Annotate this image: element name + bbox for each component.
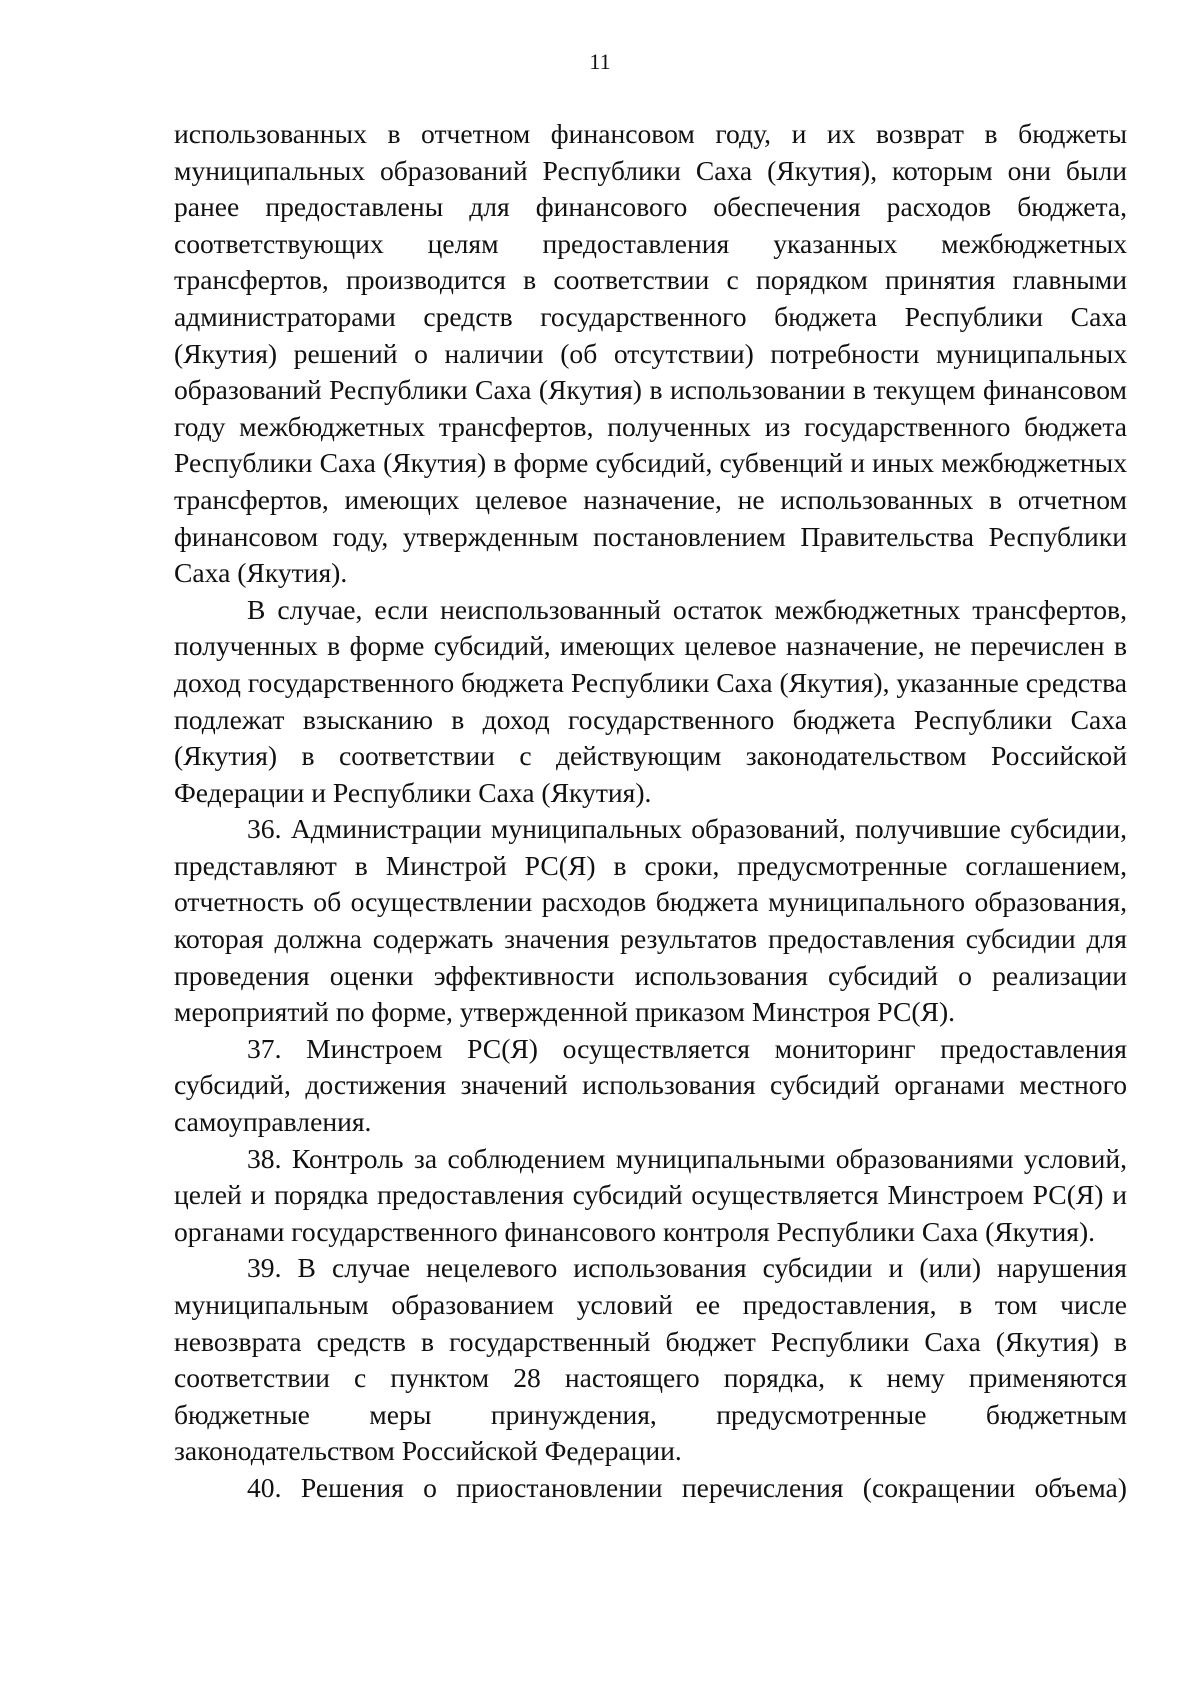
page-number: 11	[589, 49, 611, 74]
paragraph-item-40: 40. Решения о приостановлении перечисления (сокращении объема)	[247, 1471, 1127, 1503]
document-body	[174, 116, 1127, 1507]
paragraph-unused-balance: В случае, если неиспользованный остаток межбюджетных трансфертов, полученных в форме субсидий, имеющих целевое назначение, не перечислен в доход государственного бюджета Республики Саха (Якутия), указанные средства подлежат взысканию в доход государственного бюджета Республики Саха (Якутия) в соответствии с действующим законодательством Российской Федерации и Республики Саха (Якутия).	[174, 593, 1127, 808]
paragraph-continuation: использованных в отчетном финансовом году, и их возврат в бюджеты муниципальных образований Республики Саха (Якутия), которым они были ранее предоставлены для финансового обеспечения расходов бюджета, соответствующих целям предоставления указанных межбюджетных трансфертов, производится в соответствии с порядком принятия главными администраторами средств государственного бюджета Республики Саха (Якутия) решений о наличии (об отсутствии) потребности муниципальных образований Республики Саха (Якутия) в использовании в текущем финансовом году межбюджетных трансфертов, полученных из государственного бюджета Республики Саха (Якутия) в форме субсидий, субвенций и иных межбюджетных трансфертов, имеющих целевое назначение, не использованных в отчетном финансовом году, утвержденным постановлением Правительства Республики Саха (Якутия).	[174, 118, 1127, 589]
paragraph-item-37: 37. Минстроем РС(Я) осуществляется мониторинг предоставления субсидий, достижения значений использования субсидий органами местного самоуправления.	[174, 1032, 1127, 1138]
paragraph-item-36: 36. Администрации муниципальных образований, получившие субсидии, представляют в Минстрой РС(Я) в сроки, предусмотренные соглашением, отчетность об осуществлении расходов бюджета муниципального образования, которая должна содержать значения результатов предоставления субсидии для проведения оценки эффективности использования субсидий о реализации мероприятий по форме, утвержденной приказом Минстроя РС(Я).	[174, 813, 1127, 1028]
paragraph-item-38: 38. Контроль за соблюдением муниципальными образованиями условий, целей и порядка предоставления субсидий осуществляется Минстроем РС(Я) и органами государственного финансового контроля Республики Саха (Якутия).	[174, 1142, 1127, 1247]
paragraph-item-39: 39. В случае нецелевого использования субсидии и (или) нарушения муниципальным образованием условий ее предоставления, в том числе невозврата средств в государственный бюджет Республики Саха (Якутия) в соответствии с пунктом 28 настоящего порядка, к нему применяются бюджетные меры принуждения, предусмотренные бюджетным законодательством Российской Федерации.	[174, 1252, 1127, 1467]
